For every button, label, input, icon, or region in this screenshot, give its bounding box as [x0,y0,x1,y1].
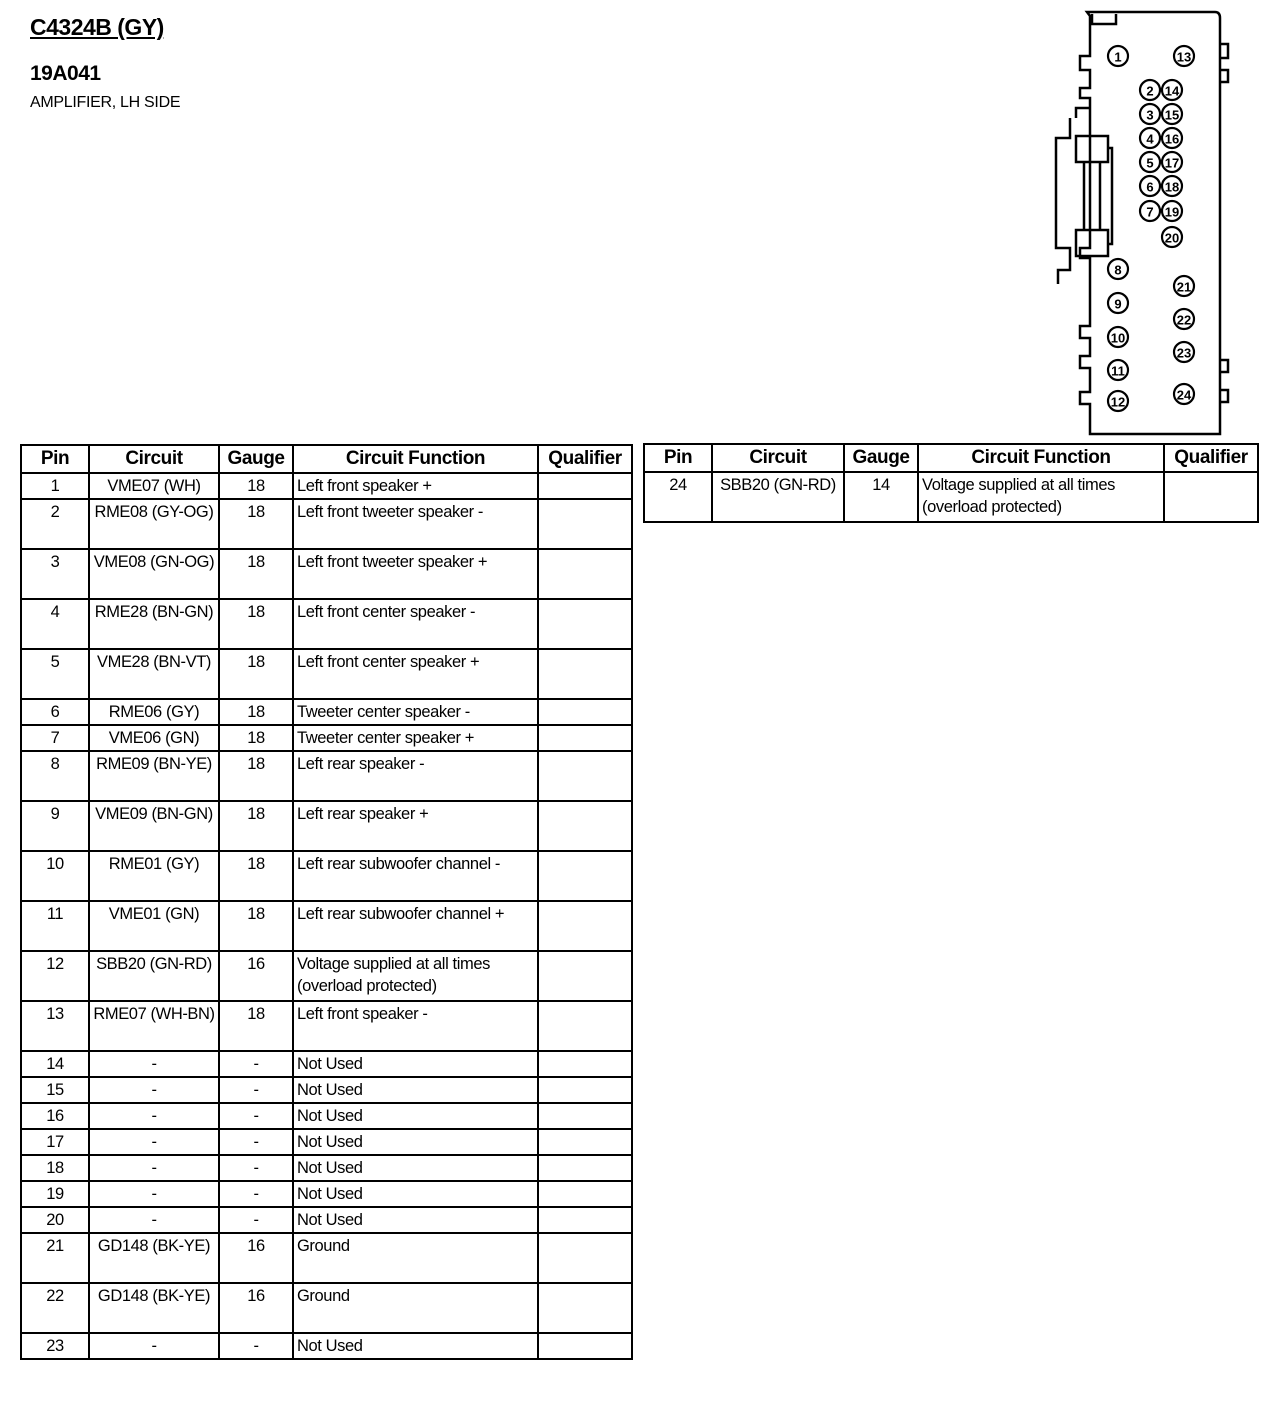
qualifier-cell [538,725,632,751]
pin-cell: 20 [21,1207,89,1233]
pin-cell: 7 [21,725,89,751]
gauge-cell: 18 [219,549,293,599]
qualifier-cell [538,1129,632,1155]
connector-pin-label: 12 [1110,394,1126,410]
connector-pin-label: 6 [1146,179,1154,195]
connector-pin-3 [1140,104,1160,124]
pin-cell: 4 [21,599,89,649]
table-row [21,699,632,725]
table-header-row [644,444,1258,472]
qualifier-cell [538,1001,632,1051]
connector-pin-4 [1140,128,1160,148]
table-row [21,1283,632,1333]
connector-pin-label: 7 [1146,204,1154,220]
table-row [21,1129,632,1155]
table-row [21,1333,632,1359]
qualifier-cell [538,649,632,699]
pin-cell: 21 [21,1233,89,1283]
gauge-cell: - [219,1155,293,1181]
circuit-function-cell: Ground [293,1283,538,1333]
pin-cell: 13 [21,1001,89,1051]
gauge-cell: 18 [219,499,293,549]
qualifier-cell [538,1283,632,1333]
qualifier-cell [538,1181,632,1207]
circuit-function-cell: Voltage supplied at all times (overload protected) [918,472,1164,522]
circuit-function-cell: Ground [293,1233,538,1283]
circuit-cell: RME28 (BN-GN) [89,599,219,649]
circuit-function-cell: Tweeter center speaker - [293,699,538,725]
table-row [21,1155,632,1181]
gauge-cell: 16 [219,951,293,1001]
qualifier-cell [538,801,632,851]
connector-pin-label: 21 [1176,279,1192,295]
circuit-function-cell: Left front speaker - [293,1001,538,1051]
connector-id: C4324B (GY) [30,14,164,40]
pin-cell: 10 [21,851,89,901]
gauge-cell: - [219,1051,293,1077]
connector-pin-label: 13 [1176,49,1192,65]
connector-face-diagram [1050,8,1240,438]
circuit-function-cell: Not Used [293,1207,538,1233]
table-row [21,851,632,901]
connector-pin-label: 9 [1114,296,1122,312]
qualifier-cell [1164,472,1258,522]
circuit-function-cell: Left front center speaker - [293,599,538,649]
circuit-cell: - [89,1103,219,1129]
circuit-cell: RME06 (GY) [89,699,219,725]
pinout-table-right [643,443,1259,523]
connector-pin-label: 16 [1164,131,1180,147]
connector-pin-18 [1162,176,1182,196]
connector-pin-label: 17 [1164,155,1180,171]
table-row [21,951,632,1001]
col-header-pin: Pin [21,445,89,473]
circuit-function-cell: Not Used [293,1103,538,1129]
connector-pin-label: 15 [1164,107,1180,123]
circuit-function-cell: Not Used [293,1333,538,1359]
table-row [21,725,632,751]
qualifier-cell [538,851,632,901]
pin-cell: 24 [644,472,712,522]
qualifier-cell [538,549,632,599]
circuit-cell: RME01 (GY) [89,851,219,901]
connector-pin-19 [1162,201,1182,221]
connector-pin-label: 1 [1114,49,1122,65]
pin-cell: 3 [21,549,89,599]
circuit-cell: RME09 (BN-YE) [89,751,219,801]
circuit-function-cell: Not Used [293,1181,538,1207]
component-description: AMPLIFIER, LH SIDE [30,94,181,111]
pin-cell: 17 [21,1129,89,1155]
connector-pin-7 [1140,201,1160,221]
gauge-cell: - [219,1103,293,1129]
circuit-function-cell: Left rear subwoofer channel + [293,901,538,951]
connector-pin-5 [1140,152,1160,172]
qualifier-cell [538,1051,632,1077]
gauge-cell: 18 [219,699,293,725]
gauge-cell: 18 [219,649,293,699]
table-row [21,1181,632,1207]
pin-cell: 12 [21,951,89,1001]
circuit-cell: - [89,1155,219,1181]
connector-pin-label: 18 [1164,179,1180,195]
connector-pin-13 [1174,46,1194,66]
col-header-qualifier: Qualifier [1164,444,1258,472]
circuit-cell: VME07 (WH) [89,473,219,499]
gauge-cell: - [219,1333,293,1359]
pin-cell: 14 [21,1051,89,1077]
col-header-circuit-function: Circuit Function [918,444,1164,472]
circuit-function-cell: Left rear subwoofer channel - [293,851,538,901]
gauge-cell: - [219,1077,293,1103]
connector-pin-20 [1162,227,1182,247]
table-row [21,549,632,599]
connector-pin-label: 8 [1114,262,1122,278]
col-header-circuit: Circuit [89,445,219,473]
connector-pin-label: 11 [1111,363,1125,379]
col-header-qualifier: Qualifier [538,445,632,473]
gauge-cell: 16 [219,1283,293,1333]
circuit-cell: RME08 (GY-OG) [89,499,219,549]
circuit-cell: - [89,1129,219,1155]
circuit-cell: GD148 (BK-YE) [89,1233,219,1283]
qualifier-cell [538,1155,632,1181]
connector-pin-8 [1108,259,1128,279]
circuit-function-cell: Left front tweeter speaker - [293,499,538,549]
circuit-cell: - [89,1207,219,1233]
circuit-cell: VME09 (BN-GN) [89,801,219,851]
circuit-cell: - [89,1181,219,1207]
connector-pin-label: 19 [1164,204,1180,220]
connector-pin-12 [1108,391,1128,411]
connector-pin-10 [1108,327,1128,347]
table-row [21,1233,632,1283]
circuit-cell: SBB20 (GN-RD) [89,951,219,1001]
gauge-cell: - [219,1207,293,1233]
circuit-function-cell: Not Used [293,1077,538,1103]
qualifier-cell [538,699,632,725]
col-header-circuit: Circuit [712,444,844,472]
col-header-pin: Pin [644,444,712,472]
connector-pin-label: 14 [1164,83,1180,99]
circuit-function-cell: Left rear speaker + [293,801,538,851]
part-number: 19A041 [30,62,101,85]
circuit-cell: - [89,1333,219,1359]
qualifier-cell [538,751,632,801]
qualifier-cell [538,1077,632,1103]
pin-cell: 5 [21,649,89,699]
pin-cell: 18 [21,1155,89,1181]
connector-pin-24 [1174,384,1194,404]
circuit-cell: VME06 (GN) [89,725,219,751]
connector-pin-label: 10 [1110,330,1126,346]
connector-pin-16 [1162,128,1182,148]
gauge-cell: - [219,1181,293,1207]
table-row [21,1077,632,1103]
connector-pin-11 [1108,360,1128,380]
circuit-function-cell: Not Used [293,1129,538,1155]
qualifier-cell [538,1207,632,1233]
pin-cell: 15 [21,1077,89,1103]
connector-pin-22 [1174,309,1194,329]
circuit-function-cell: Not Used [293,1155,538,1181]
connector-pin-label: 4 [1146,131,1154,147]
connector-pin-6 [1140,176,1160,196]
connector-pin-label: 23 [1176,345,1192,361]
pin-cell: 1 [21,473,89,499]
circuit-cell: VME08 (GN-OG) [89,549,219,599]
pinout-table-left [20,444,633,1360]
circuit-function-cell: Voltage supplied at all times (overload protected) [293,951,538,1001]
circuit-function-cell: Left front center speaker + [293,649,538,699]
circuit-function-cell: Tweeter center speaker + [293,725,538,751]
qualifier-cell [538,599,632,649]
table-row [21,901,632,951]
connector-pin-label: 22 [1176,312,1192,328]
pin-cell: 2 [21,499,89,549]
table-row [21,1051,632,1077]
gauge-cell: 18 [219,901,293,951]
qualifier-cell [538,1333,632,1359]
circuit-function-cell: Left front tweeter speaker + [293,549,538,599]
circuit-function-cell: Left rear speaker - [293,751,538,801]
pin-cell: 23 [21,1333,89,1359]
connector-pin-17 [1162,152,1182,172]
circuit-cell: - [89,1077,219,1103]
circuit-cell: VME01 (GN) [89,901,219,951]
gauge-cell: 18 [219,725,293,751]
circuit-cell: - [89,1051,219,1077]
connector-pin-2 [1140,80,1160,100]
gauge-cell: 18 [219,1001,293,1051]
connector-pin-1 [1108,46,1128,66]
connector-pin-23 [1174,342,1194,362]
col-header-gauge: Gauge [219,445,293,473]
circuit-cell: SBB20 (GN-RD) [712,472,844,522]
circuit-function-cell: Left front speaker + [293,473,538,499]
connector-pin-9 [1108,293,1128,313]
col-header-circuit-function: Circuit Function [293,445,538,473]
pin-cell: 19 [21,1181,89,1207]
table-row [21,1001,632,1051]
table-row [21,473,632,499]
pin-cell: 22 [21,1283,89,1333]
connector-pin-15 [1162,104,1182,124]
connector-pin-label: 24 [1176,387,1192,403]
qualifier-cell [538,1103,632,1129]
circuit-cell: VME28 (BN-VT) [89,649,219,699]
pin-cell: 9 [21,801,89,851]
qualifier-cell [538,901,632,951]
connector-pin-21 [1174,276,1194,296]
gauge-cell: 14 [844,472,918,522]
qualifier-cell [538,951,632,1001]
table-row [21,599,632,649]
connector-pin-label: 2 [1146,83,1154,99]
pin-cell: 11 [21,901,89,951]
table-row [21,499,632,549]
table-row [644,472,1258,522]
table-row [21,649,632,699]
table-row [21,1103,632,1129]
connector-pin-label: 5 [1146,155,1154,171]
circuit-cell: GD148 (BK-YE) [89,1283,219,1333]
gauge-cell: 18 [219,599,293,649]
circuit-cell: RME07 (WH-BN) [89,1001,219,1051]
pin-cell: 8 [21,751,89,801]
gauge-cell: 18 [219,473,293,499]
qualifier-cell [538,473,632,499]
gauge-cell: - [219,1129,293,1155]
gauge-cell: 16 [219,1233,293,1283]
connector-pin-14 [1162,80,1182,100]
circuit-function-cell: Not Used [293,1051,538,1077]
qualifier-cell [538,1233,632,1283]
pin-cell: 16 [21,1103,89,1129]
table-header-row [21,445,632,473]
connector-pin-label: 3 [1146,107,1154,123]
gauge-cell: 18 [219,751,293,801]
connector-pin-label: 20 [1164,230,1180,246]
pin-cell: 6 [21,699,89,725]
gauge-cell: 18 [219,851,293,901]
gauge-cell: 18 [219,801,293,851]
col-header-gauge: Gauge [844,444,918,472]
table-row [21,801,632,851]
table-row [21,1207,632,1233]
table-row [21,751,632,801]
qualifier-cell [538,499,632,549]
